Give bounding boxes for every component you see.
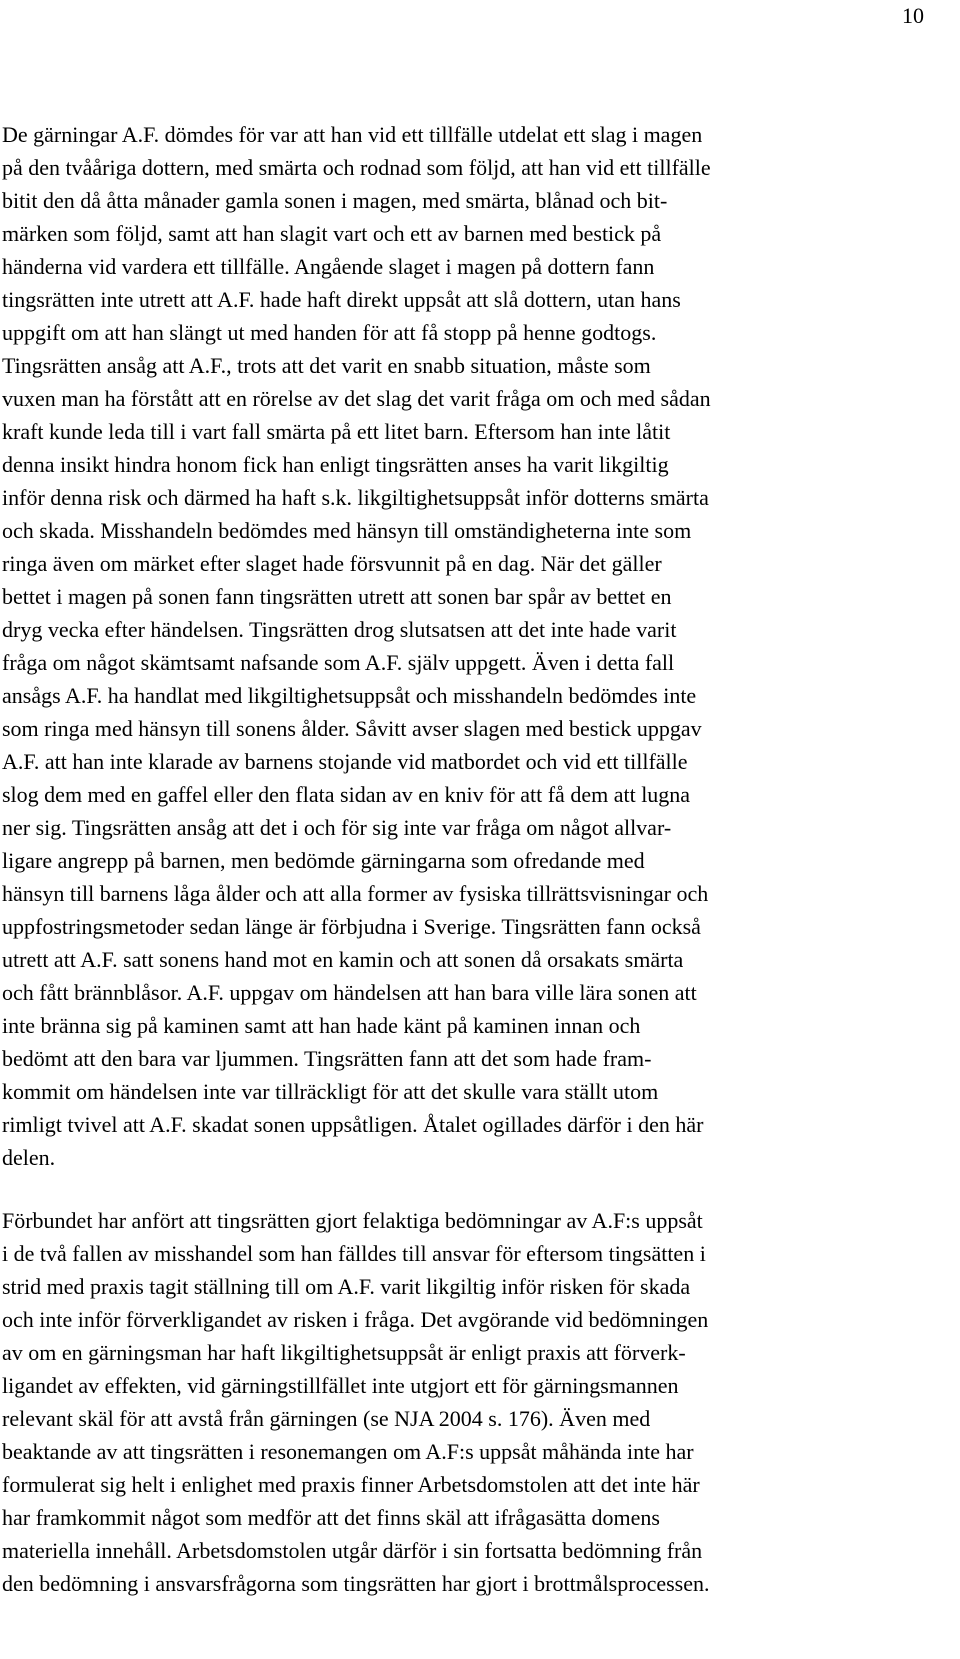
text-line: händerna vid vardera ett tillfälle. Angående slaget i magen på dottern fann xyxy=(2,254,655,279)
text-line: rimligt tvivel att A.F. skadat sonen uppsåtligen. Åtalet ogillades därför i den här xyxy=(2,1112,704,1137)
text-line: utrett att A.F. satt sonens hand mot en kamin och att sonen då orsakats smärta xyxy=(2,947,684,972)
text-line: hänsyn till barnens låga ålder och att alla former av fysiska tillrättsvisningar och xyxy=(2,881,709,906)
text-line: inte bränna sig på kaminen samt att han hade känt på kaminen innan och xyxy=(2,1013,641,1038)
text-line: kommit om händelsen inte var tillräckligt för att det skulle vara ställt utom xyxy=(2,1079,659,1104)
text-line: denna insikt hindra honom fick han enligt tingsrätten anses ha varit likgiltig xyxy=(2,452,669,477)
text-line: delen. xyxy=(2,1145,56,1170)
text-line: och inte inför förverkligandet av risken i fråga. Det avgörande vid bedömningen xyxy=(2,1307,709,1332)
text-line: relevant skäl för att avstå från gärningen (se NJA 2004 s. 176). Även med xyxy=(2,1406,651,1431)
text-line: har framkommit något som medför att det finns skäl att ifrågasätta domens xyxy=(2,1505,660,1530)
text-line: den bedömning i ansvarsfrågorna som tingsrätten har gjort i brottmålsprocessen. xyxy=(2,1571,710,1596)
text-line: på den tvååriga dottern, med smärta och rodnad som följd, att han vid ett tillfälle xyxy=(2,155,711,180)
text-line: märken som följd, samt att han slagit vart och ett av barnen med bestick på xyxy=(2,221,662,246)
text-line: kraft kunde leda till i vart fall smärta på ett litet barn. Eftersom han inte låtit xyxy=(2,419,671,444)
text-line: ansågs A.F. ha handlat med likgiltighetsuppsåt och misshandeln bedömdes inte xyxy=(2,683,697,708)
text-line: Tingsrätten ansåg att A.F., trots att det varit en snabb situation, måste som xyxy=(2,353,651,378)
text-line: och fått brännblåsor. A.F. uppgav om händelsen att han bara ville lära sonen att xyxy=(2,980,697,1005)
text-line: vuxen man ha förstått att en rörelse av det slag det varit fråga om och med sådan xyxy=(2,386,711,411)
text-line: av om en gärningsman har haft likgiltighetsuppsåt är enligt praxis att förverk- xyxy=(2,1340,686,1365)
text-line: bettet i magen på sonen fann tingsrätten utrett att sonen bar spår av bettet en xyxy=(2,584,672,609)
text-line: inför denna risk och därmed ha haft s.k. likgiltighetsuppsåt inför dotterns smärta xyxy=(2,485,709,510)
text-line: bedömt att den bara var ljummen. Tingsrätten fann att det som hade fram- xyxy=(2,1046,652,1071)
text-line: ligare angrepp på barnen, men bedömde gärningarna som ofredande med xyxy=(2,848,645,873)
text-line: bitit den då åtta månader gamla sonen i magen, med smärta, blånad och bit- xyxy=(2,188,668,213)
text-line: tingsrätten inte utrett att A.F. hade haft direkt uppsåt att slå dottern, utan hans xyxy=(2,287,681,312)
paragraph-2 xyxy=(2,1204,942,1600)
text-line: slog dem med en gaffel eller den flata sidan av en kniv för att få dem att lugna xyxy=(2,782,691,807)
page-number: 10 xyxy=(902,3,924,28)
text-line: fråga om något skämtsamt nafsande som A.F. själv uppgett. Även i detta fall xyxy=(2,650,675,675)
text-line: De gärningar A.F. dömdes för var att han vid ett tillfälle utdelat ett slag i magen xyxy=(2,122,703,147)
text-line: ner sig. Tingsrätten ansåg att det i och för sig inte var fråga om något allvar- xyxy=(2,815,672,840)
text-line: beaktande av att tingsrätten i resonemangen om A.F:s uppsåt måhända inte har xyxy=(2,1439,694,1464)
text-line: strid med praxis tagit ställning till om A.F. varit likgiltig inför risken för skada xyxy=(2,1274,691,1299)
text-line: ringa även om märket efter slaget hade försvunnit på en dag. När det gäller xyxy=(2,551,662,576)
text-line: uppfostringsmetoder sedan länge är förbjudna i Sverige. Tingsrätten fann också xyxy=(2,914,701,939)
text-line: dryg vecka efter händelsen. Tingsrätten drog slutsatsen att det inte hade varit xyxy=(2,617,677,642)
paragraph-1 xyxy=(2,118,942,1174)
text-line: och skada. Misshandeln bedömdes med hänsyn till omständigheterna inte som xyxy=(2,518,692,543)
paragraph-gap xyxy=(2,1174,942,1204)
text-line: Förbundet har anfört att tingsrätten gjort felaktiga bedömningar av A.F:s uppsåt xyxy=(2,1208,703,1233)
text-line: ligandet av effekten, vid gärningstillfället inte utgjort ett för gärningsmannen xyxy=(2,1373,679,1398)
text-line: A.F. att han inte klarade av barnens stojande vid matbordet och vid ett tillfälle xyxy=(2,749,688,774)
text-line: i de två fallen av misshandel som han fälldes till ansvar för eftersom tingsätten i xyxy=(2,1241,706,1266)
document-body xyxy=(2,118,942,1600)
text-line: materiella innehåll. Arbetsdomstolen utgår därför i sin fortsatta bedömning från xyxy=(2,1538,703,1563)
text-line: som ringa med hänsyn till sonens ålder. Såvitt avser slagen med bestick uppgav xyxy=(2,716,702,741)
text-line: formulerat sig helt i enlighet med praxis finner Arbetsdomstolen att det inte här xyxy=(2,1472,700,1497)
text-line: uppgift om att han slängt ut med handen för att få stopp på henne godtogs. xyxy=(2,320,657,345)
